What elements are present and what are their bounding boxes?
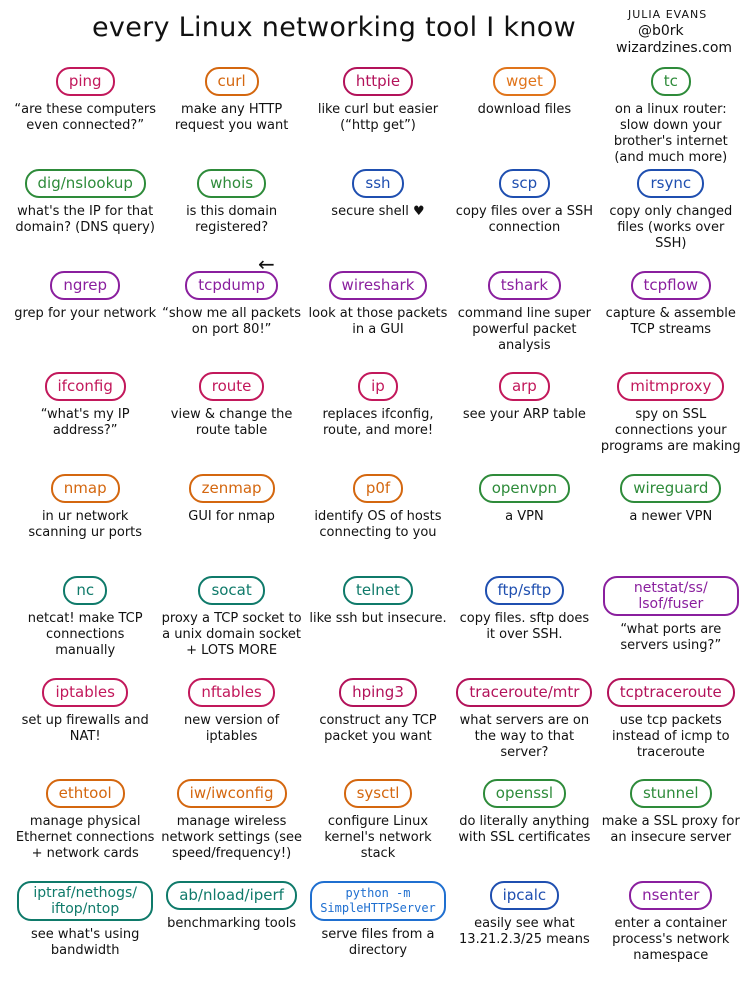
tool-description: what's the IP for that domain? (DNS query): [15, 203, 155, 235]
tool-card: [158, 573, 304, 675]
tool-description: manage physical Ethernet connections + network cards: [15, 814, 155, 862]
tool-card: [451, 268, 597, 370]
tool-card: [598, 878, 744, 980]
tool-card: [305, 369, 451, 471]
tool-card: [305, 166, 451, 268]
tool-description: command line super powerful packet analysis: [457, 305, 591, 353]
tool-description: “what ports are servers using?”: [620, 621, 722, 653]
tool-name-badge: zenmap: [189, 474, 275, 503]
tool-name-badge: traceroute/mtr: [456, 678, 592, 707]
tool-description: on a linux router: slow down your brother's internet (and much more): [613, 102, 728, 165]
tool-card: [12, 573, 158, 675]
tool-card: [158, 675, 304, 777]
tool-name-badge: socat: [198, 576, 264, 605]
tool-description: copy files. sftp does it over SSH.: [459, 610, 590, 642]
tool-description: grep for your network: [14, 305, 157, 321]
tool-card: [12, 878, 158, 980]
tool-name-badge: ngrep: [50, 271, 120, 300]
tool-name-badge: whois: [197, 169, 266, 198]
tool-card: [451, 471, 597, 573]
tool-description: “show me all packets on port 80!”: [162, 305, 302, 337]
tool-card: [158, 776, 304, 878]
tool-card: [451, 573, 597, 675]
tool-card: [305, 268, 451, 370]
tool-grid: [12, 64, 744, 980]
tool-card: [12, 675, 158, 777]
tool-name-badge: dig/nslookup: [25, 169, 146, 198]
tool-name-badge: wireshark: [329, 271, 428, 300]
tool-card: [451, 166, 597, 268]
author-name: JULIA EVANS: [628, 8, 708, 21]
tool-name-badge: p0f: [353, 474, 403, 503]
tool-name-badge: nsenter: [629, 881, 712, 910]
tool-name-badge: sysctl: [344, 779, 413, 808]
tool-card: [305, 64, 451, 166]
tool-card: [451, 64, 597, 166]
tool-description: copy only changed files (works over SSH): [609, 203, 733, 251]
tool-name-badge: arp: [499, 372, 550, 401]
tool-card: [598, 369, 744, 471]
tool-description: netcat! make TCP connections manually: [27, 610, 143, 658]
tool-card: [451, 369, 597, 471]
tool-description: is this domain registered?: [186, 203, 278, 235]
tool-card: [158, 64, 304, 166]
tool-name-badge: nc: [63, 576, 107, 605]
tool-card: [12, 471, 158, 573]
tool-card: [451, 675, 597, 777]
tool-name-badge: hping3: [339, 678, 417, 707]
tool-name-badge: stunnel: [630, 779, 712, 808]
tool-name-badge: tshark: [488, 271, 561, 300]
tool-name-badge: ethtool: [46, 779, 125, 808]
tool-card: [305, 776, 451, 878]
tool-name-badge: ifconfig: [45, 372, 126, 401]
tool-description: see what's using bandwidth: [30, 927, 140, 959]
tool-card: [12, 64, 158, 166]
tool-name-badge: iw/iwconfig: [177, 779, 287, 808]
tool-description: view & change the route table: [170, 407, 293, 439]
tool-description: copy files over a SSH connection: [455, 203, 594, 235]
tool-description: capture & assemble TCP streams: [605, 305, 736, 337]
tool-name-badge: iptraf/nethogs/ iftop/ntop: [17, 881, 153, 921]
tool-card: [598, 573, 744, 675]
tool-description: enter a container process's network namespace: [612, 916, 730, 964]
tool-description: benchmarking tools: [167, 916, 297, 932]
tool-card: [598, 64, 744, 166]
tool-description: manage wireless network settings (see speed/frequency!): [161, 814, 302, 862]
author-site: wizardzines.com: [616, 40, 733, 56]
tool-description: secure shell ♥: [331, 203, 425, 219]
byline: [616, 6, 748, 57]
tool-card: [451, 776, 597, 878]
tool-description: like curl but easier (“http get”): [317, 102, 439, 133]
tool-card: [12, 166, 158, 268]
tool-description: GUI for nmap: [188, 509, 275, 525]
tool-card: [598, 471, 744, 573]
tool-card: [598, 675, 744, 777]
tool-description: spy on SSL connections your programs are making: [600, 407, 741, 455]
tool-name-badge: ab/nload/iperf: [166, 881, 297, 910]
tool-description: look at those packets in a GUI: [308, 305, 448, 337]
tool-card: [305, 471, 451, 573]
tool-card: [451, 878, 597, 980]
author-handle: @b0rk: [638, 23, 684, 39]
tool-name-badge: rsync: [637, 169, 704, 198]
tool-card: [12, 268, 158, 370]
tool-description: construct any TCP packet you want: [319, 712, 437, 744]
tool-description: make any HTTP request you want: [174, 102, 289, 133]
tool-name-badge: openvpn: [479, 474, 570, 503]
tool-description: new version of iptables: [183, 712, 280, 744]
tool-name-badge: ssh: [352, 169, 403, 198]
tool-card: [158, 878, 304, 980]
tool-name-badge: ftp/sftp: [485, 576, 565, 605]
tool-name-badge: curl: [205, 67, 259, 96]
tool-card: [305, 878, 451, 980]
tool-name-badge: iptables: [42, 678, 128, 707]
tool-name-badge: wget: [493, 67, 556, 96]
tool-description: “are these computers even connected?”: [14, 102, 156, 133]
tool-description: identify OS of hosts connecting to you: [314, 509, 442, 541]
arrow-left-icon: ←: [258, 252, 275, 276]
tool-card: [598, 776, 744, 878]
tool-description: configure Linux kernel's network stack: [324, 814, 432, 862]
tool-name-badge: ipcalc: [490, 881, 560, 910]
tool-name-badge: route: [199, 372, 265, 401]
tool-description: make a SSL proxy for an insecure server: [601, 814, 740, 846]
tool-card: [158, 166, 304, 268]
tool-card: [158, 369, 304, 471]
tool-name-badge: ping: [56, 67, 115, 96]
tool-description: set up firewalls and NAT!: [21, 712, 149, 744]
tool-name-badge: tc: [651, 67, 691, 96]
tool-name-badge: python -m SimpleHTTPServer: [310, 881, 446, 921]
tool-name-badge: tcpflow: [631, 271, 712, 300]
tool-name-badge: tcptraceroute: [607, 678, 735, 707]
tool-card: [598, 166, 744, 268]
tool-name-badge: nmap: [51, 474, 120, 503]
tool-card: [158, 268, 304, 370]
tool-name-badge: netstat/ss/ lsof/fuser: [603, 576, 739, 616]
tool-name-badge: telnet: [343, 576, 413, 605]
tool-name-badge: httpie: [343, 67, 413, 96]
tool-name-badge: tcpdump: [185, 271, 278, 300]
tool-card: [158, 471, 304, 573]
tool-name-badge: ip: [358, 372, 398, 401]
tool-description: what servers are on the way to that server?: [459, 712, 590, 760]
tool-description: a newer VPN: [629, 509, 713, 525]
tool-description: serve files from a directory: [321, 927, 435, 959]
tool-description: use tcp packets instead of icmp to traceroute: [611, 712, 730, 760]
tool-description: like ssh but insecure.: [309, 610, 447, 626]
tool-name-badge: scp: [499, 169, 551, 198]
tool-card: [598, 268, 744, 370]
tool-description: a VPN: [505, 509, 544, 525]
tool-card: [12, 369, 158, 471]
tool-description: replaces ifconfig, route, and more!: [322, 407, 434, 439]
tool-description: proxy a TCP socket to a unix domain socket + LOTS MORE: [161, 610, 302, 658]
tool-name-badge: openssl: [483, 779, 566, 808]
tool-name-badge: wireguard: [620, 474, 721, 503]
tool-description: download files: [477, 102, 572, 117]
tool-description: easily see what 13.21.2.3/25 means: [459, 916, 590, 948]
tool-card: [305, 675, 451, 777]
tool-description: see your ARP table: [462, 407, 586, 423]
tool-card: [305, 573, 451, 675]
page-title: every Linux networking tool I know: [92, 12, 576, 43]
tool-description: do literally anything with SSL certificates: [458, 814, 591, 846]
header: [0, 0, 750, 62]
tool-card: [12, 776, 158, 878]
tool-description: “what's my IP address?”: [40, 407, 130, 439]
tool-description: in ur network scanning ur ports: [28, 509, 143, 541]
tool-name-badge: nftables: [188, 678, 274, 707]
tool-name-badge: mitmproxy: [617, 372, 724, 401]
